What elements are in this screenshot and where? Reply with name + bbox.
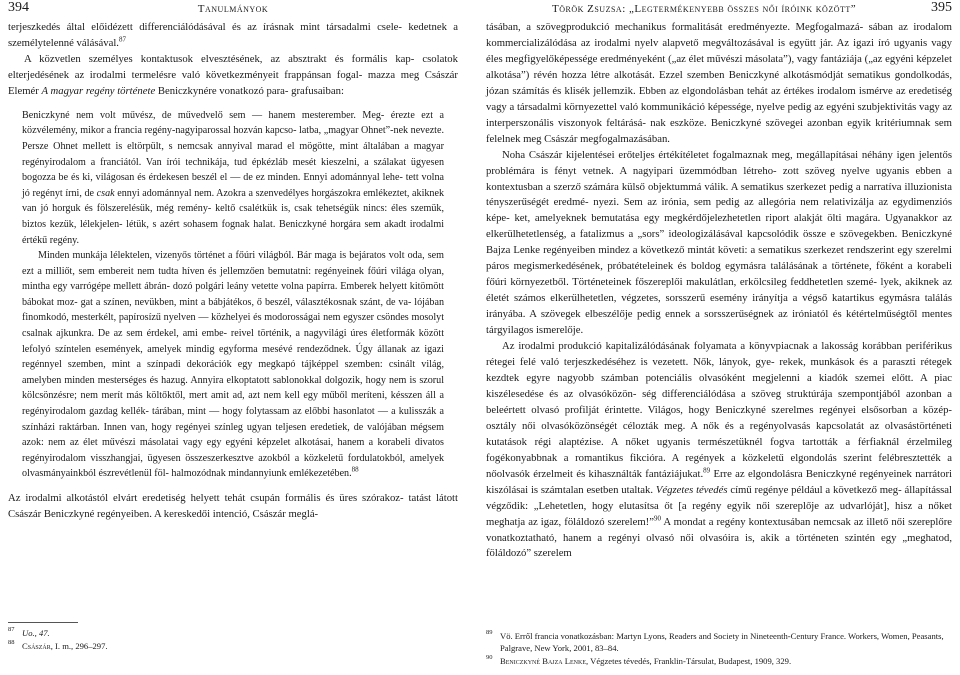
right-p3d-text: A mondat a regény kontextusában nemcsak az illető női szereplőre vonatkoztatható, hanem a regényi olvasó női olvasóira is, akik a történeten szintén egy „meghatod, föláldozó” szerelem (486, 515, 952, 560)
footnote-text: I. m., 296–297. (52, 641, 108, 651)
left-paragraph-3: Az irodalmi alkotástól elvárt eredetiség helyett tehát csupán formális és üres szórakoz- tatást látott Császár Beniczkyné regényeiben. A kereskedői intenció, Császár meglá- (8, 492, 458, 520)
left-page (0, 0, 466, 675)
left-p2b-text: Beniczkynére vonatkozó para- grafusaiban: (155, 84, 344, 97)
right-page-number: 395 (931, 0, 952, 15)
quote1-text: Beniczkyné nem volt művész, de művedvelő sem — hanem mesterember. Meg- érezte ezt a közvélemény, mikor a francia regény-nagyiparossal hozván kapcso- latba, „magyar Ohnet”-nek nevezte. Persze Ohnet mellett is eltörpült, s nemcsak annyival marad el mögötte, mint általában a magyar regényirodalom a franciától. Van írói technikája, tud épkézláb mesét kieszelni, a szálakat ügyesen bogozza be és ki, világosan és érdekesen beszél el — de ez minden. Ennyi adománnyal lehe- tett volna jó regényt írni, de (22, 109, 444, 199)
right-paragraph-3 (486, 339, 952, 562)
block-quote (22, 108, 444, 482)
right-page-body (478, 20, 960, 562)
quote1-emphasis: csak (96, 187, 115, 199)
footnote-text: Uo., 47. (22, 628, 50, 638)
footnote-number: 87 (8, 626, 15, 633)
quote-paragraph-2 (22, 248, 444, 482)
right-page (478, 0, 960, 675)
left-page-number: 394 (8, 0, 29, 15)
left-p1-text: terjeszkedés által előidézett differenciálódásával és az írásnak mint társadalmi csele- kedetnek a személytelenné válásával. (8, 21, 458, 49)
footnote-number: 89 (486, 629, 493, 636)
footnote-ref-90[interactable]: 90 (653, 513, 661, 522)
right-page-header (478, 0, 960, 20)
left-running-head: Tanulmányok (197, 3, 269, 15)
right-p3c-text: című regénye például a következő meg- állapítással végződik: „Lehetetlen, hogy elutasítsa őt [a regény egyik női szereplője az udvarlóját], hisz a nőket meghatja az igaz, föláldozó szerelem!” (486, 483, 952, 528)
left-page-header (0, 0, 466, 20)
footnote-87 (8, 627, 458, 639)
footnote-text: Vö. Erről francia vonatkozásban: Martyn Lyons, Readers and Society in Nineteenth-Century France. Workers, Women, Peasants, Palgrave, New York, 2001, 83–84. (500, 631, 944, 653)
right-paragraph-1: tásában, a szövegprodukció mechanikus formalitását eredményezte. Megfogalmazá- sában az irodalom kommercializálódása az irodalmi nyelv alapvető megváltozásával is együtt jár. Az igazi író ugyanis vagy éles megfigyelőképessége eredményeként („az élet művészi másolata”), vagy fantáziája („az egyéni képzelet alkotása”) révén hozza létre alkotását. Ezzel szemben Beniczkyné alkotásmódját sematikus gondolkodás, józan számítás és klisék jellemzik. Ebben az elgondolásban tehát az értékes irodalom ismérve az eredetiség vagy a társadalmi környezettel való kommunikáció képessége, nyelve pedig az egyéni szubjektivitás vagy az interperszonális viszonyok feltárásá- nak eszköze. Beniczkyné szövegei azonban egyik kritériumnak sem felelnek meg Császár megfogalmazásában. (486, 21, 952, 145)
left-footnotes (8, 622, 458, 653)
right-paragraph-2: Noha Császár kijelentései erőteljes értékítéletet fogalmaznak meg, megállapításai néhány igen jelentős problémára is fényt vetnek. A nagyipari üzemmódban létreho- zott szöveg nyelve ugyanis ebben a kontextusban a szerző számára külső objektummá válik. A sematikus szerkezet pedig a narratíva illuzionista tényszerűségét eredmé- nyezi. Sem az irónia, sem pedig az allegória nem relativizálja az egydimenziós képe- ket, amelyeknek bemutatása egy megkérdőjelezhetetlen riport alakját ölti magára. Ugyanakkor az elkerülhetetlenség, a fatalizmus a „sors” ideologizálásával kapcsolódik össze e szövegekben. Beniczkyné Bajza Lenke regényeiben mindez a következő mintát követi: a sematikus szerkezet rendszerint egy szerelmi páros megismerkedésének, próbatételeinek és boldog egymásra találásának a története, főként a korabeli főúri környezetből. Történeteinek főszereplői makulátlan, erkölcsileg feddhetetlen szemé- lyek, akiknek az életét számos elkerülhetetlen, végzetes, sorsszerű esemény irányítja a végső katartikus egymásra találás irányába. A szövegek elbeszélője pedig ennek a sorsszerűségnek az iróniatól és kétértelműségtől mentes tárgyilagos ismerelője. (486, 148, 952, 337)
footnote-rule (8, 622, 78, 623)
footnote-number: 88 (8, 639, 15, 646)
right-p3-text: Az irodalmi produkció kapitalizálódásának folyamata a könyvpiacnak a lakosság korábban periférikus rétegei felé való terjeszkedéséhez is vezetett. Nők, lányok, gye- rekek, munkások és a paraszti rétegek kezdtek egyre nagyobb számban potenciális olvasóként megjelenni a kiadók szemei előtt. A piac kiszélesedése és az olvasóközön- ség differenciálódása a szöveg struktúrája szempontjából azonban a beleértett olvasó profilját érintette. Világos, hogy Beniczkyné szerelmes regényei elsősorban a közép- osztály női olvasóközönségét célozták meg. A nők és a regényolvasás kapcsolatát az olvasástörténeti kutatások régi alaptézise. A nőket ugyanis természetüknél fogva tartották a férfiaknál érzelmileg fogékonyabbnak a romantikus fikcióra. A regények a közkeletű elgondolás szerint felébresztették a nőolvasók érzelmeit és kihasználták fantáziájukat. (486, 340, 952, 480)
left-p2a-text: A közvetlen személyes kontaktusok elvesztésének, az absztrakt és formális kap- csolatok elterjedésének az irodalmi termelésre való következményeit frappánsan fogal- mazza meg Császár Elemér (8, 52, 458, 97)
right-footnotes (486, 630, 952, 668)
footnote-author: Császár, (22, 641, 53, 651)
footnote-ref-89[interactable]: 89 (703, 466, 711, 475)
quote2-text: Minden munkája lélektelen, vizenyős történet a főúri világból. Bár maga is bejáratos volt oda, sem ezt a milliőt, sem embereit nem tudta híven és jellemzően bemutatni: regényeinek főúri világa olyan, mintha egy varrógépe mellett ábrán- dozó polgári leány vetette volna papírra. Emberek helyett kitömött bábokat moz- gat a színen, nevükben, mint a bábjátékos, ő beszél, választékosnak szánt, de va- lójában finomkodó, mesterkélt, papírosízű nyelven — közhelyei és modorosságai nem egyszer csöndes mosolyt csalnak ajkunkra. De az sem érdekel, ami embe- reivel történik, a nagyvilági úres életformák között lefolyó színtelen események, amelyek mindig egyforma mesévé rendeződnek. Úgy állanak az igazi regénnyel szemben, mint a színpadi dekorációk egy megkapó tájképpel szemben: csinált világ, amelyben minden mesterséges és hazug. Annyira elkoptatott sablonokkal dolgozik, hogy nem is szorul kölcsönzésre; nem merít más költőktől, mert amit ad, azt nem kell egy műből meríteni, késszen áll a regényirodalom gazdag kellék- tárában, mint — hogy folytassam az előbbi hasonlatot — a kulisszák a színházi raktárban. Innen van, hogy regényei színleg ugyan teljesen eredetiek, de valójában mégsem azok: nem az élet művészi másolatai vagy egy egyéni képzelet alkotásai, hanem a korabeli divatos regényirodalom visszhangjai, ügyesen összeszerkesztve azokból a közkeletű fordulatokból, amelyek olvasmányainkból észrevétlenül föl- halmozódnak mindannyiunk emlékezetében. (22, 250, 444, 480)
quote-paragraph-1 (22, 108, 444, 248)
footnote-ref-87[interactable]: 87 (118, 35, 126, 44)
quote1b-text: ennyi adománnyal nem. Azokra a szenvedélyes horgászokra emlékeztet, akiknek van jó horguk és fölszerelésük, még remény- keltő csalétkük is, csak tehetségük nincs: éles szemük, biztos kezük, lélekjelen- létük, s azért sohasem fognak halat. Beniczkyné horgára sem akadt irodalmi értékű regény. (22, 187, 445, 246)
book-title-italic: A magyar regény története (41, 84, 156, 97)
footnote-ref-88[interactable]: 88 (351, 466, 359, 475)
footnote-text: Végzetes tévedés, Franklin-Társulat, Budapest, 1909, 329. (588, 656, 792, 666)
left-page-body (0, 20, 466, 523)
footnote-89 (486, 630, 952, 654)
right-p3b-text: Erre az elgondolásra Beniczkyné regényeinek narrátori kiszólásai is számtalan esetben utaltak. (486, 467, 952, 496)
footnote-88 (8, 640, 458, 652)
left-paragraph-2 (8, 52, 458, 100)
left-paragraph-1 (8, 20, 458, 52)
footnote-author: Beniczkyné Bajza Lenke, (500, 656, 589, 666)
novel-title-italic: Végzetes tévedés (655, 483, 728, 496)
footnote-90 (486, 655, 952, 667)
footnote-number: 90 (486, 654, 493, 661)
right-running-head: Török Zsuzsa: „Legtermékenyebb összes női íróink között” (552, 3, 857, 15)
